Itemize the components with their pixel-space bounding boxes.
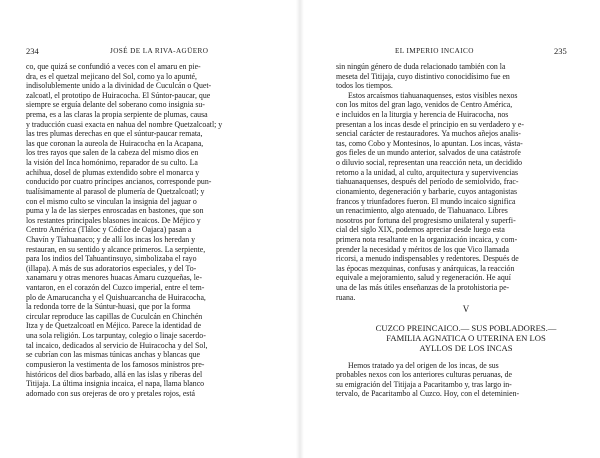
running-head: EL IMPERIO INCAICO <box>395 47 474 55</box>
text-line: dra, es el quetzal mejicano del Sol, como ya lo apunté, <box>26 71 197 81</box>
text-line: todos los tiempos. <box>336 81 393 91</box>
text-line: equivale a mejoramiento, salud y regeneración. He aquí <box>336 273 511 283</box>
text-line: un renacimiento, algo atenuado, de Tiahuanaco. Libres <box>336 206 508 216</box>
text-line: nosotros por fortuna del progresismo unilateral y superfi- <box>336 215 516 225</box>
text-line: la visión del Inca homónimo, reparador de su culto. La <box>26 158 198 168</box>
text-line: co, que quizá se confundió a veces con el amaru en pie- <box>26 62 201 71</box>
text-line: restauran, en su sentido y alcance primeros. La serpiente, <box>26 244 206 254</box>
text-line: Titijaja. La última insignia incaica, el napa, llama blanco <box>26 379 205 389</box>
text-line: o diluvio social, representan una reacción neta, un decidido <box>336 158 523 168</box>
text-line: (illapa). A más de sus adoratorios especiales, y del To- <box>26 263 197 273</box>
text-line: compusieron la vestimenta de los famosos ministros pre- <box>26 359 205 369</box>
paragraph <box>336 62 596 91</box>
text-line: prender la necesidad y méritos de los que Vico llamada <box>336 244 509 254</box>
page-body <box>26 62 288 398</box>
text-line: Hemos tratado ya del origen de los incas, de sus <box>348 360 499 370</box>
text-line: presentan a los incas desde el principio en su verdadero y e- <box>336 119 524 129</box>
text-line: sencial carácter de restauradores. Ya muchos añejos analis- <box>336 129 521 139</box>
text-line: una sola religión. Los tarpuntay, colegio o linaje sacerdo- <box>26 331 206 341</box>
text-line: vantaron, en el corazón del Cuzco imperial, entre el tem- <box>26 283 205 293</box>
paragraph <box>336 361 596 399</box>
text-line: los tres rayos que salen de la cabeza del mismo dios en <box>26 148 199 158</box>
text-line: zalcoatl, el prototipo de Huiracocha. El Súntor-paucar, que <box>26 90 211 100</box>
text-line: meseta del Titijaja, cuyo distintivo conocidísimo fue en <box>336 71 510 81</box>
text-line: cionamiento, degeneración y barbarie, cuyos antagonistas <box>336 186 517 196</box>
text-line: y traducción cuasi exacta en nahua del nombre Quetzalcoatl; y <box>26 119 223 129</box>
page-body <box>336 62 596 399</box>
text-line: su emigración del Titijaja a Pacaritambo y, tras largo in- <box>336 379 512 389</box>
text-line: sin ningún género de duda relacionado también con la <box>336 62 506 71</box>
paragraph <box>336 91 596 302</box>
text-line: retorno a la unidad, al culto, arquitectura y supervivencias <box>336 167 519 177</box>
text-line: los restantes principales blasones incaicos. De Méjico y <box>26 215 201 225</box>
text-line: puma y la de las sierpes enroscadas en bastones, que son <box>26 206 204 216</box>
section-heading <box>336 324 596 353</box>
text-line: con el mismo culto se vinculan la insignia del jaguar o <box>26 196 197 206</box>
text-line: una de las más útiles enseñanzas de la protohistoria pe- <box>336 283 510 293</box>
text-line: FAMILIA AGNATICA O UTERINA EN LOS <box>386 333 546 344</box>
text-line: Itza y de Quetzalcoatl en Méjico. Parece la identidad de <box>26 321 202 331</box>
text-line: con los mitos del gran lago, venidos de Centro América, <box>336 100 513 110</box>
text-line: se cubrían con las mismas túnicas anchas y blancas que <box>26 350 201 360</box>
text-line: gos fieles de un mundo anterior, salvados de una catástrofe <box>336 148 521 158</box>
text-line: ricorsi, a menudo indispensables y redentores. Después de <box>336 254 519 264</box>
text-line: históricos del dios barbado, allá en las islas y riberas del <box>26 369 203 379</box>
page-number: 234 <box>26 46 39 56</box>
text-line: la redonda torre de la Súntur-huasi, que por la forma <box>26 302 191 312</box>
text-line: tas, como Cobo y Montesinos, lo apuntan. Los incas, vásta- <box>336 138 523 148</box>
text-line: xanamaru y otras menores huacas Amaru cuzqueñas, le- <box>26 273 202 283</box>
text-line: Centro América (Tláloc y Códice de Oajaca) pasan a <box>26 225 192 235</box>
text-line: indisolublemente unido a la divinidad de Cuculcán o Quet- <box>26 81 212 91</box>
text-line: tal incaico, dedicados al servicio de Huiracocha y del Sol, <box>26 340 208 350</box>
text-line: siempre se erguía delante del soberano como insignia su- <box>26 100 205 110</box>
text-line: conducido por cuatro príncipes ancianos, corresponde pun- <box>26 177 212 187</box>
text-line: tervalo, de Pacaritambo al Cuzco. Hoy, con el deteminien- <box>336 389 520 399</box>
text-line: las tres plumas derechas en que el súntur-paucar remata, <box>26 129 203 139</box>
text-line: plo de Amarucancha y el Quishuarcancha de Huiracocha, <box>26 292 206 302</box>
text-line: Estos arcaísmos tiahuanaquenses, estos visibles nexos <box>348 90 518 100</box>
text-line: cial del siglo XIX, podemos apreciar desde luego esta <box>336 225 505 235</box>
text-line: las épocas mezquinas, confusas y anárquicas, la reacción <box>336 263 515 273</box>
text-line: achihua, dosel de plumas extendido sobre el monarca y <box>26 167 200 177</box>
running-head: JOSÉ DE LA RIVA-AGÜERO <box>110 47 209 55</box>
text-line: ruana. <box>336 292 356 302</box>
text-line: tualísimamente al parasol de plumería de Quetzalcoatl; y <box>26 186 205 196</box>
text-line: CUZCO PREINCAICO.— SUS POBLADORES.— <box>375 323 557 334</box>
text-line: francos y triunfadores fueron. El mundo incaico significa <box>336 196 516 206</box>
text-line: adornado con sus orejeras de oro y pretales rojos, está <box>26 388 196 398</box>
text-line: e incluidos en la liturgia y herencia de Huiracocha, nos <box>336 110 509 120</box>
text-line: probables nexos con los anteriores culturas peruanas, de <box>336 370 512 380</box>
text-line: las que coronan la aureola de Huiracocha en la Acapana, <box>26 138 204 148</box>
text-line: circular reproduce las capillas de Cuculcán en Chinchén <box>26 311 203 321</box>
text-line: tiahuanaquenses, después del período de semiolvido, frac- <box>336 177 519 187</box>
text-line: para los indios del Tahuantinsuyo, simbolizaba el rayo <box>26 254 197 264</box>
text-line: Chavín y Tiahuanaco; y de allí los incas los heredan y <box>26 234 196 244</box>
text-line: AYLLOS DE LOS INCAS <box>419 342 513 353</box>
right-page <box>300 0 600 458</box>
page-number: 235 <box>554 46 567 56</box>
section-number: V <box>462 304 470 315</box>
text-line: primera nota resaltante en la organización incaica, y com- <box>336 234 518 244</box>
text-line: prema, es a las claras la propia serpiente de plumas, causa <box>26 110 208 120</box>
